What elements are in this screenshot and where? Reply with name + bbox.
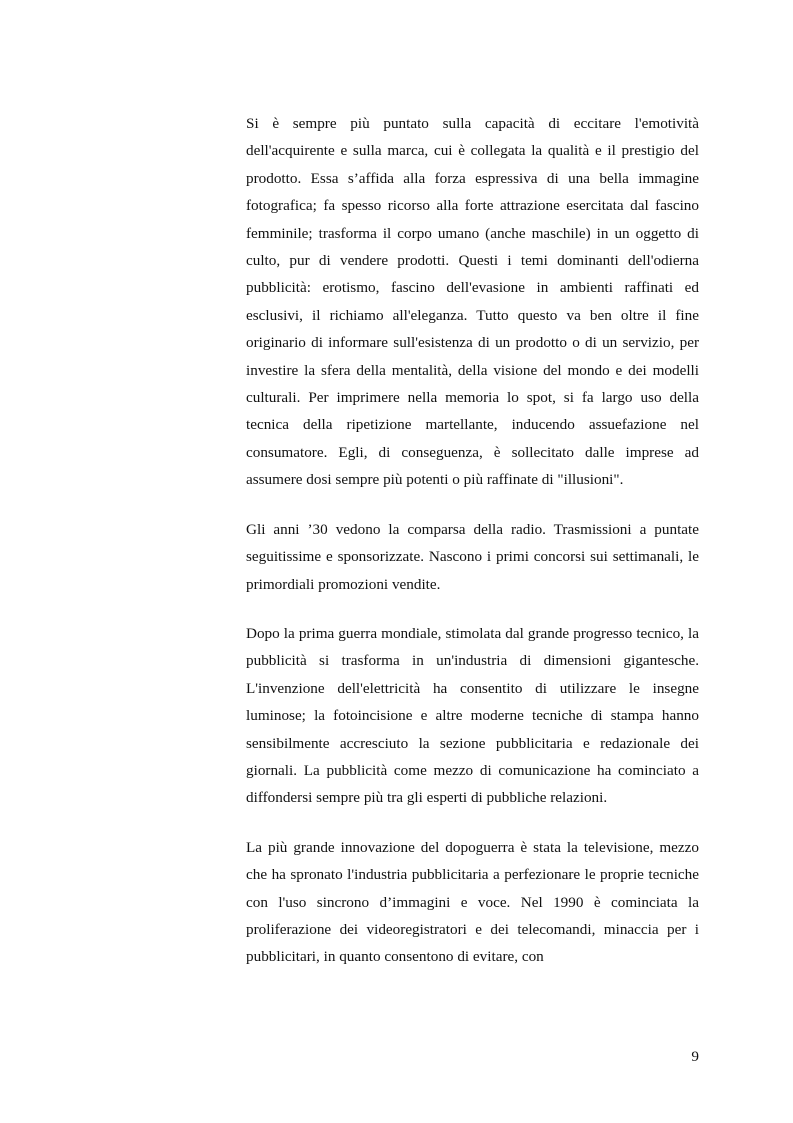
- paragraph-televisione: La più grande innovazione del dopoguerra è stata la televisione, mezzo che ha spronato l'industria pubblicitaria a perfezionare le proprie tecniche con l'uso sincrono d’immagini e voce. Nel 1990 è cominciata la proliferazione dei videoregistratori e dei telecomandi, minaccia per i pubblicitari, in quanto consentono di evitare, con: [246, 838, 699, 966]
- page-body: [246, 110, 699, 993]
- paragraph-radio: Gli anni ’30 vedono la comparsa della radio. Trasmissioni a puntate seguitissime e sponsorizzate. Nascono i primi concorsi sui settimanali, le primordiali promozioni vendite.: [246, 520, 699, 593]
- paragraph-dopoguerra-prima: Dopo la prima guerra mondiale, stimolata dal grande progresso tecnico, la pubblicità si trasforma in un'industria di dimensioni gigantesche. L'invenzione dell'elettricità ha consentito di utilizzare le insegne luminose; la fotoincisione e altre moderne tecniche di stampa hanno sensibilmente accresciuto la sezione pubblicitaria e redazionale dei giornali. La pubblicità come mezzo di comunicazione ha cominciato a diffondersi sempre più tra gli esperti di pubbliche relazioni.: [246, 624, 699, 807]
- paragraph-emotivita: Si è sempre più puntato sulla capacità di eccitare l'emotività dell'acquirente e sulla marca, cui è collegata la qualità e il prestigio del prodotto. Essa s’affida alla forza espressiva di una bella immagine fotografica; fa spesso ricorso alla forte attrazione esercitata dal fascino femminile; trasforma il corpo umano (anche maschile) in un oggetto di culto, pur di vendere prodotti. Questi i temi dominanti dell'odierna pubblicità: erotismo, fascino dell'evasione in ambienti raffinati ed esclusivi, il richiamo all'eleganza. Tutto questo va ben oltre il fine originario di informare sull'esistenza di un prodotto o di un servizio, per investire la sfera della mentalità, della visione del mondo e dei modelli culturali. Per imprimere nella memoria lo spot, si fa largo uso della tecnica della ripetizione martellante, inducendo assuefazione nel consumatore. Egli, di conseguenza, è sollecitato dalle imprese ad assumere dosi sempre più potenti o più raffinate di "illusioni".: [246, 115, 699, 489]
- page-number: 9: [691, 1048, 699, 1065]
